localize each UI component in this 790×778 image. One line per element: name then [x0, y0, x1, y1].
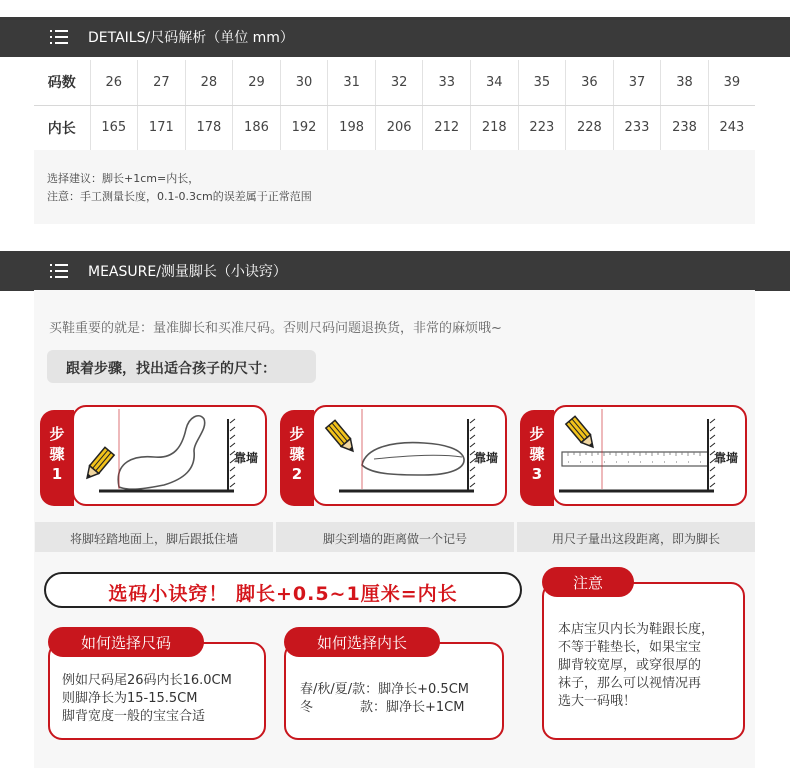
size-tip-slogan: 选码小诀窍！ 脚长+0.5~1厘米=内长: [44, 572, 522, 608]
row-header: 内长: [34, 105, 90, 150]
pencil-icon: [78, 445, 118, 489]
wall-label: 靠墙: [714, 451, 739, 465]
table-cell: 218: [471, 105, 519, 150]
card-choose-size-title: 如何选择尺码: [48, 627, 204, 657]
table-cell: 212: [423, 105, 471, 150]
table-cell: 198: [328, 105, 376, 150]
card-choose-inner-length-title: 如何选择内长: [284, 627, 440, 657]
table-cell: 206: [375, 105, 423, 150]
table-cell: 35: [518, 60, 566, 105]
step-tag-char: 骤: [49, 445, 65, 463]
table-cell: 28: [185, 60, 233, 105]
table-cell: 37: [613, 60, 661, 105]
season-value: 脚净长+0.5CM: [378, 682, 470, 697]
season-value: 脚净长+1CM: [386, 700, 465, 715]
table-cell: 30: [280, 60, 328, 105]
card-choose-size-text: [62, 672, 232, 726]
menu-icon: [50, 30, 68, 44]
card-choose-inner-length-text: [300, 681, 469, 717]
step-3-tag: [520, 410, 554, 506]
table-cell: 38: [661, 60, 709, 105]
size-note: [34, 150, 755, 224]
table-cell: 243: [719, 120, 745, 136]
season-label: 款：: [360, 700, 387, 715]
card-line: 脚背宽度一般的宝宝合适: [62, 709, 206, 724]
table-cell: 178: [185, 105, 233, 150]
details-header-bar: [0, 17, 790, 57]
season-label: 冬: [300, 700, 314, 715]
foot-icon: [118, 416, 204, 489]
season-label: 春/秋/夏/款：: [300, 682, 379, 697]
table-cell: 29: [233, 60, 281, 105]
note-line: 注意：手工测量长度，0.1-0.3cm的误差属于正常范围: [47, 190, 312, 203]
step-1-caption: 将脚轻踏地面上，脚后跟抵住墙: [35, 522, 273, 552]
measure-title: MEASURE/测量脚长（小诀窍）: [88, 264, 287, 280]
note-line: 选择建议：脚长+1cm=内长，: [47, 172, 200, 185]
table-cell: 36: [566, 60, 614, 105]
card-line: [300, 699, 469, 717]
step-tag-number: 1: [51, 465, 63, 483]
table-row-size: [34, 60, 755, 105]
table-cell: 165: [90, 105, 138, 150]
card-line: 袜子，那么可以视情况再: [558, 676, 702, 691]
card-line: 不等于鞋垫长，如果宝宝: [558, 640, 702, 655]
step-tag-number: 3: [531, 465, 543, 483]
steps-heading: 跟着步骤，找出适合孩子的尺寸：: [47, 350, 316, 383]
size-table: [34, 60, 755, 150]
step-tag-number: 2: [291, 465, 303, 483]
menu-icon: [50, 264, 68, 278]
table-cell: 26: [90, 60, 138, 105]
card-notice-text: [558, 621, 714, 711]
table-cell: 228: [566, 105, 614, 150]
card-line: 脚背较宽厚，或穿很厚的: [558, 658, 702, 673]
table-cell: 238: [661, 105, 709, 150]
table-cell: 33: [423, 60, 471, 105]
step-3-caption: 用尺子量出这段距离，即为脚长: [517, 522, 755, 552]
wall-label: 靠墙: [234, 451, 259, 465]
step-tag-char: 骤: [289, 445, 305, 463]
table-cell: 39: [708, 60, 755, 105]
table-row-inner-length: [34, 105, 755, 150]
measure-header-bar: [0, 251, 790, 291]
step-tag-char: 骤: [529, 445, 545, 463]
card-line: 本店宝贝内长为鞋跟长度，: [558, 622, 715, 637]
table-cell: 27: [138, 60, 186, 105]
measure-intro: 买鞋重要的就是：量准脚长和买准尺码。否则尺码问题退换货，非常的麻烦哦~: [49, 321, 502, 336]
table-cell: 171: [138, 105, 186, 150]
step-tag-char: 步: [49, 425, 65, 443]
wall-label: 靠墙: [474, 451, 499, 465]
table-cell: 233: [613, 105, 661, 150]
card-line: 例如尺码尾26码内长16.0CM: [62, 673, 232, 688]
row-header: 码数: [34, 60, 90, 105]
step-2-caption: 脚尖到墙的距离做一个记号: [276, 522, 514, 552]
step-1-tag: [40, 410, 74, 506]
table-cell: 186: [233, 105, 281, 150]
card-line: [300, 681, 469, 699]
pencil-icon: [562, 414, 602, 458]
table-cell: 223: [518, 105, 566, 150]
card-line: 选大一码哦！: [558, 694, 637, 709]
details-title: DETAILS/尺码解析（单位 mm）: [88, 30, 294, 46]
step-2-tag: [280, 410, 314, 506]
card-notice-title: 注意: [542, 567, 634, 597]
pencil-icon: [322, 418, 362, 462]
step-tag-char: 步: [529, 425, 545, 443]
table-cell: 34: [471, 60, 519, 105]
step-tag-char: 步: [289, 425, 305, 443]
foot-icon: [362, 443, 464, 475]
card-line: 则脚净长为15-15.5CM: [62, 691, 198, 706]
table-cell: 32: [375, 60, 423, 105]
table-cell: 192: [280, 105, 328, 150]
table-cell: 31: [328, 60, 376, 105]
